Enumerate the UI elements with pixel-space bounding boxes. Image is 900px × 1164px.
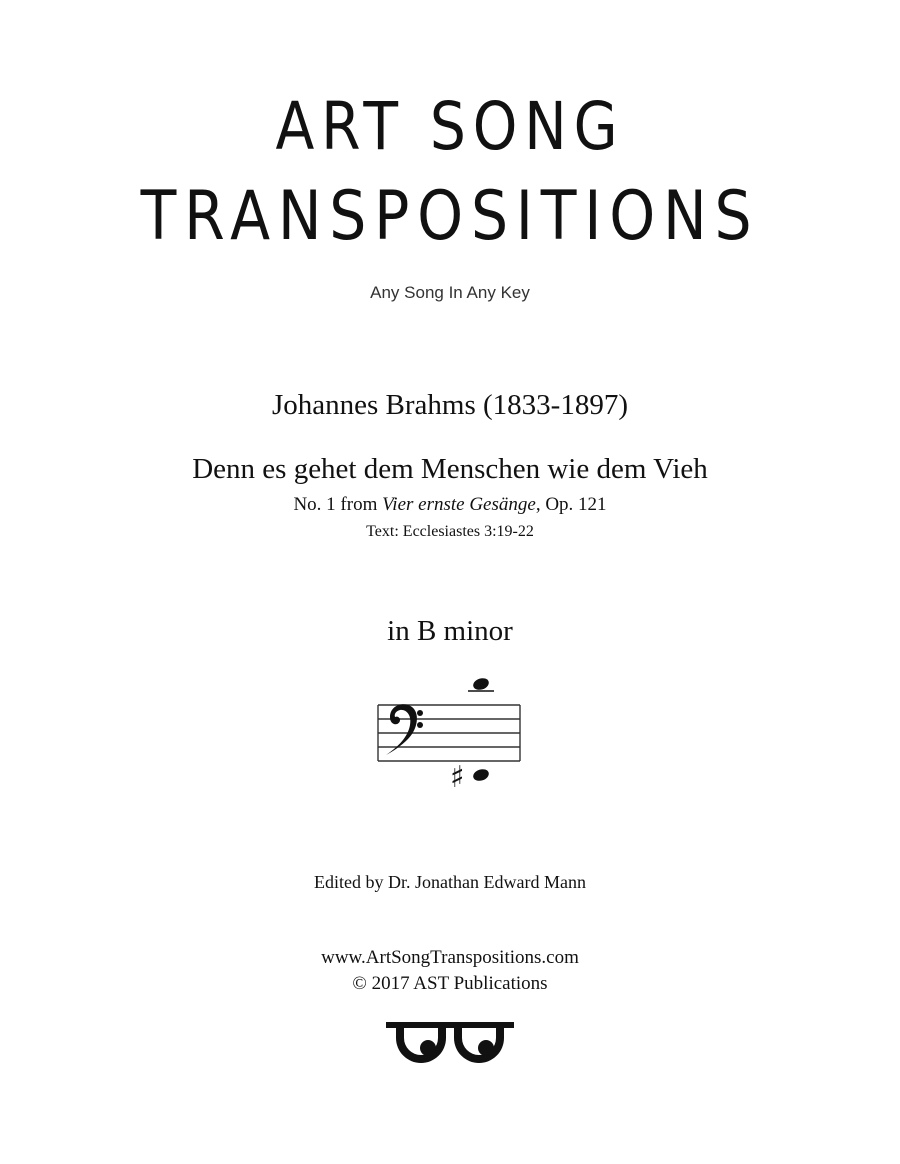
website-url: www.ArtSongTranspositions.com <box>321 947 579 968</box>
sharp-sign: ♯ <box>450 760 465 795</box>
editor-credit: Edited by Dr. Jonathan Edward Mann <box>314 872 586 892</box>
staff-lines <box>378 705 520 761</box>
vocal-range-staff <box>370 665 530 815</box>
brand-title-line-1: ART SONG <box>275 88 625 165</box>
key-label: in B minor <box>387 615 513 647</box>
copyright-notice: © 2017 AST Publications <box>352 973 548 994</box>
ast-notes-logo-icon <box>380 1018 520 1068</box>
low-note <box>450 760 490 795</box>
tagline: Any Song In Any Key <box>370 283 530 302</box>
source-prefix: No. 1 from <box>293 494 383 515</box>
song-title: Denn es gehet dem Menschen wie dem Vieh <box>192 453 708 485</box>
source-collection: Vier ernste Gesänge <box>382 494 536 515</box>
song-source <box>0 494 900 516</box>
high-note <box>468 676 494 691</box>
brand-title-line-2: TRANSPOSITIONS <box>140 177 760 256</box>
text-source: Text: Ecclesiastes 3:19-22 <box>366 523 534 540</box>
composer-name: Johannes Brahms (1833-1897) <box>271 389 628 421</box>
source-suffix: , Op. 121 <box>535 494 607 515</box>
